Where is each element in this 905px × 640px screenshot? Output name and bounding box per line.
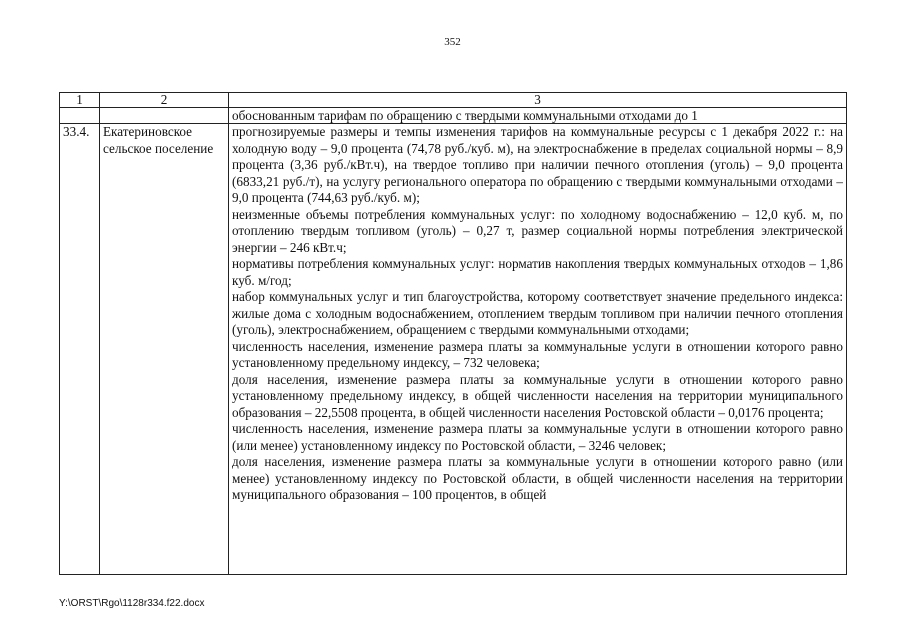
continuation-cell-2	[100, 108, 229, 124]
table-row	[60, 124, 847, 575]
row-content	[229, 124, 847, 575]
footer-file-path: Y:\ORST\Rgo\1128r334.f22.docx	[59, 598, 205, 609]
header-col-1: 1	[60, 93, 100, 108]
continuation-row	[60, 108, 847, 124]
paragraph-consumption-volumes: неизменные объемы потребления коммунальных услуг: по холодному водоснабжению – 12,0 куб. м, по отоплению твердым топливом (уголь) – 0,27 т, размер социальной нормы потребления электрической энергии – 246 кВт.ч;	[232, 206, 843, 255]
paragraph-tariff-forecast: прогнозируемые размеры и темпы изменения тарифов на коммунальные ресурсы с 1 декабря 2022 г.: на холодную воду – 9,0 процента (74,78 руб./куб. м), на электроснабжение в пределах социальной нормы – 8,9 процента (3,36 руб./кВт.ч), на твердое топливо при наличии печного отопления (уголь) – 9,0 процента (6833,21 руб./т), на услугу регионального оператора по обращению с твердыми коммунальными отходами – 9,0 процента (744,63 руб./куб. м);	[232, 124, 843, 205]
paragraph-consumption-norms: нормативы потребления коммунальных услуг: норматив накопления твердых коммунальных отходов – 1,86 куб. м/год;	[232, 256, 843, 288]
paragraph-population-count-regional: численность населения, изменение размера платы за коммунальные услуги в отношении которого равно (или менее) установленному индексу по Ростовской области, – 3246 человек;	[232, 421, 843, 453]
tariff-table	[59, 92, 847, 575]
header-col-2: 2	[100, 93, 229, 108]
paragraph-service-set: набор коммунальных услуг и тип благоустройства, которому соответствует значение предельного индекса: жилые дома с холодным водоснабжением, отоплением твердым топливом при наличии печного отопления (уголь), электроснабжением, обращением с твердыми коммунальными отходами;	[232, 289, 843, 337]
row-number: 33.4.	[60, 124, 100, 575]
settlement-name: Екатериновское сельское поселение	[100, 124, 229, 575]
page-number: 352	[444, 36, 461, 48]
paragraph-population-count: численность населения, изменение размера платы за коммунальные услуги в отношении которого равно установленному предельному индексу, – 732 человека;	[232, 338, 843, 370]
continuation-cell-1	[60, 108, 100, 124]
header-col-3: 3	[229, 93, 847, 108]
paragraph-population-share: доля населения, изменение размера платы за коммунальные услуги в отношении которого равно установленному предельному индексу, в общей численности населения на территории муниципального образования – 22,5508 процента, в общей численности населения Ростовской области – 0,0176 процента;	[232, 371, 843, 420]
continuation-text: обоснованным тарифам по обращению с твердыми коммунальными отходами до 1	[229, 108, 847, 124]
paragraph-population-share-regional: доля населения, изменение размера платы за коммунальные услуги в отношении которого равно (или менее) установленному индексу по Ростовской области, в общей численности населения на территории муниципального образования – 100 процентов, в общей	[232, 454, 843, 502]
table-header-row	[60, 93, 847, 108]
